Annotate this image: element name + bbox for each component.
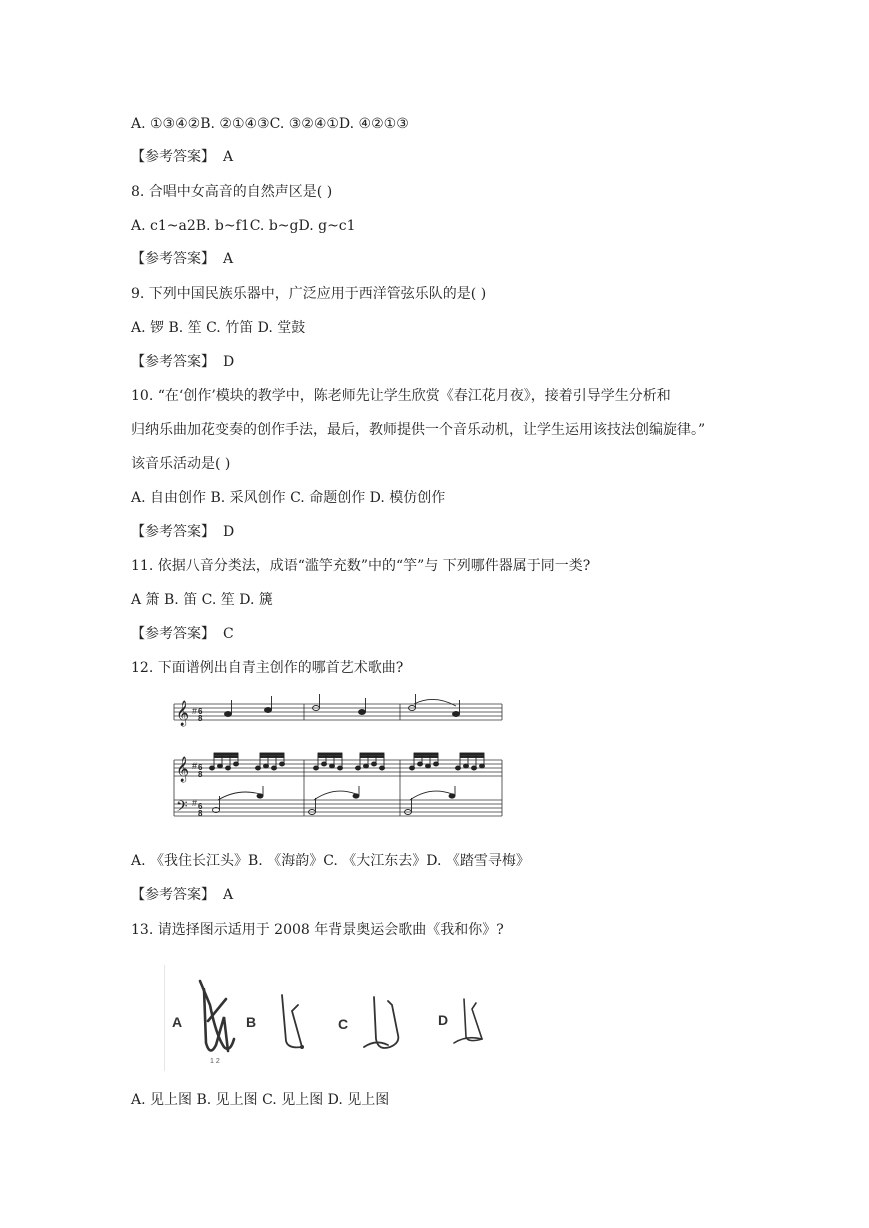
answer-label: 【参考答案】 — [131, 354, 215, 370]
answer-label: 【参考答案】 — [131, 626, 215, 642]
answer-value: D — [223, 524, 235, 540]
pattern-d-shape — [454, 999, 482, 1043]
q10-question-line-3: 该音乐活动是( ) — [131, 456, 231, 472]
q11-question: 11. 依据八音分类法，成语“滥竽充数”中的“竽”与 下列哪件器属于同一类? — [131, 558, 591, 574]
q11-options: A 箫 B. 笛 C. 笙 D. 篪 — [131, 592, 273, 608]
svg-text:#: # — [192, 798, 198, 808]
answer-value: A — [223, 149, 234, 165]
q8-answer-row — [131, 250, 233, 268]
svg-text:1 2: 1 2 — [210, 1058, 220, 1065]
answer-value: A — [223, 251, 234, 267]
pattern-label-b: B — [246, 1014, 257, 1030]
pattern-label-d: D — [438, 1012, 449, 1028]
svg-text:6: 6 — [198, 707, 203, 716]
svg-text:6: 6 — [198, 763, 203, 772]
q10-question-line-1: 10. “在‘创作’模块的教学中，陈老师先让学生欣赏《春江花月夜》，接着引导学生分析和 — [131, 388, 671, 404]
q12-answer-row — [131, 886, 233, 904]
q11-answer-row — [131, 625, 234, 643]
svg-text:𝄢: 𝄢 — [176, 798, 188, 818]
pattern-label-a: A — [172, 1014, 183, 1030]
pattern-c-shape — [364, 997, 398, 1048]
q13-question: 13. 请选择图示适用于 2008 年背景奥运会歌曲《我和你》? — [131, 922, 504, 938]
q12-options: A. 《我住长江头》B. 《海韵》C. 《大江东去》D. 《踏雪寻梅》 — [131, 853, 530, 869]
q12-question: 12. 下面谱例出自青主创作的哪首艺术歌曲? — [131, 660, 404, 676]
answer-value: D — [223, 354, 235, 370]
conducting-pattern-image — [164, 965, 550, 1075]
svg-text:8: 8 — [198, 809, 203, 818]
music-score-svg — [172, 692, 508, 840]
answer-value: A — [223, 887, 234, 903]
q7-answer-row — [131, 148, 233, 166]
music-score-image — [172, 692, 508, 840]
pattern-label-c: C — [338, 1016, 349, 1032]
q13-options: A. 见上图 B. 见上图 C. 见上图 D. 见上图 — [131, 1092, 390, 1108]
svg-text:𝄞: 𝄞 — [176, 700, 190, 725]
answer-label: 【参考答案】 — [131, 887, 215, 903]
q9-question: 9. 下列中国民族乐器中，广泛应用于西洋管弦乐队的是( ) — [131, 286, 487, 302]
svg-text:#: # — [192, 706, 198, 716]
svg-text:𝄞: 𝄞 — [176, 756, 190, 781]
svg-text:8: 8 — [198, 714, 203, 723]
pattern-a-shape — [200, 981, 234, 1051]
pattern-b-shape — [282, 995, 302, 1047]
q7-options: A. ①③④②B. ②①④③C. ③②④①D. ④②①③ — [131, 116, 409, 132]
q8-question: 8. 合唱中女高音的自然声区是( ) — [131, 184, 333, 200]
svg-text:#: # — [192, 761, 198, 771]
svg-text:6: 6 — [198, 802, 203, 811]
q9-answer-row — [131, 353, 234, 371]
answer-label: 【参考答案】 — [131, 251, 215, 267]
q8-options: A. c1~a2B. b~f1C. b~gD. g~c1 — [131, 218, 356, 234]
answer-label: 【参考答案】 — [131, 524, 215, 540]
conducting-pattern-svg — [164, 965, 550, 1075]
q10-question-line-2: 归纳乐曲加花变奏的创作手法，最后，教师提供一个音乐动机，让学生运用该技法创编旋律。” — [131, 422, 706, 438]
answer-value: C — [223, 626, 234, 642]
q10-answer-row — [131, 523, 234, 541]
q10-options: A. 自由创作 B. 采风创作 C. 命题创作 D. 模仿创作 — [131, 490, 446, 506]
pattern-b-dot — [300, 1045, 304, 1049]
answer-label: 【参考答案】 — [131, 149, 215, 165]
q9-options: A. 锣 B. 笙 C. 竹笛 D. 堂鼓 — [131, 320, 306, 336]
svg-text:8: 8 — [198, 770, 203, 779]
